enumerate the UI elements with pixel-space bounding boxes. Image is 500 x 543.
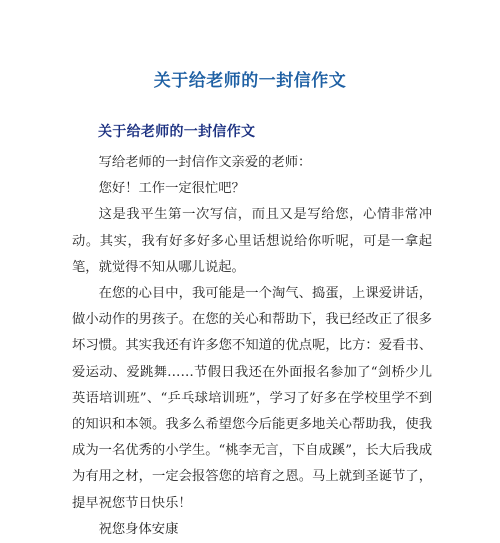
greeting-paragraph: 您好！工作一定很忙吧？ <box>98 181 245 197</box>
salutation-paragraph: 写给老师的一封信作文亲爱的老师： <box>98 155 312 170</box>
body-paragraph: 在您的心目中，我可能是一个淘气、捣蛋，上课爱讲话，做小动作的男孩子。在您的关心和帮助下，我已经改正了很多坏习惯。其实我还有许多您不知道的优点呢，比方：爱看书、爱运动、爱跳舞……节假日我还在外面报名参加了“剑桥少儿英语培训班”、“乒乓球培训班”，学习了好多在学校里学不到的知识和本领。我多么希望您今后能更多地关心帮助我，使我成为一名优秀的小学生。“桃李无言，下自成蹊”，长大后我成为有用之材，一定会报答您的培育之恩。马上就到圣诞节了，提早祝您节日快乐！ <box>72 286 432 511</box>
article-heading: 关于给老师的一封信作文 <box>98 124 256 140</box>
article-body <box>72 150 432 543</box>
document-title: 关于给老师的一封信作文 <box>153 71 347 91</box>
body-paragraph: 这是我平生第一次写信，而且又是写给您，心情非常冲动。其实，我有好多好多心里话想说给你听呢，可是一拿起笔，就觉得不知从哪儿说起。 <box>72 207 432 275</box>
closing-paragraph: 祝您身体安康 <box>98 521 179 537</box>
